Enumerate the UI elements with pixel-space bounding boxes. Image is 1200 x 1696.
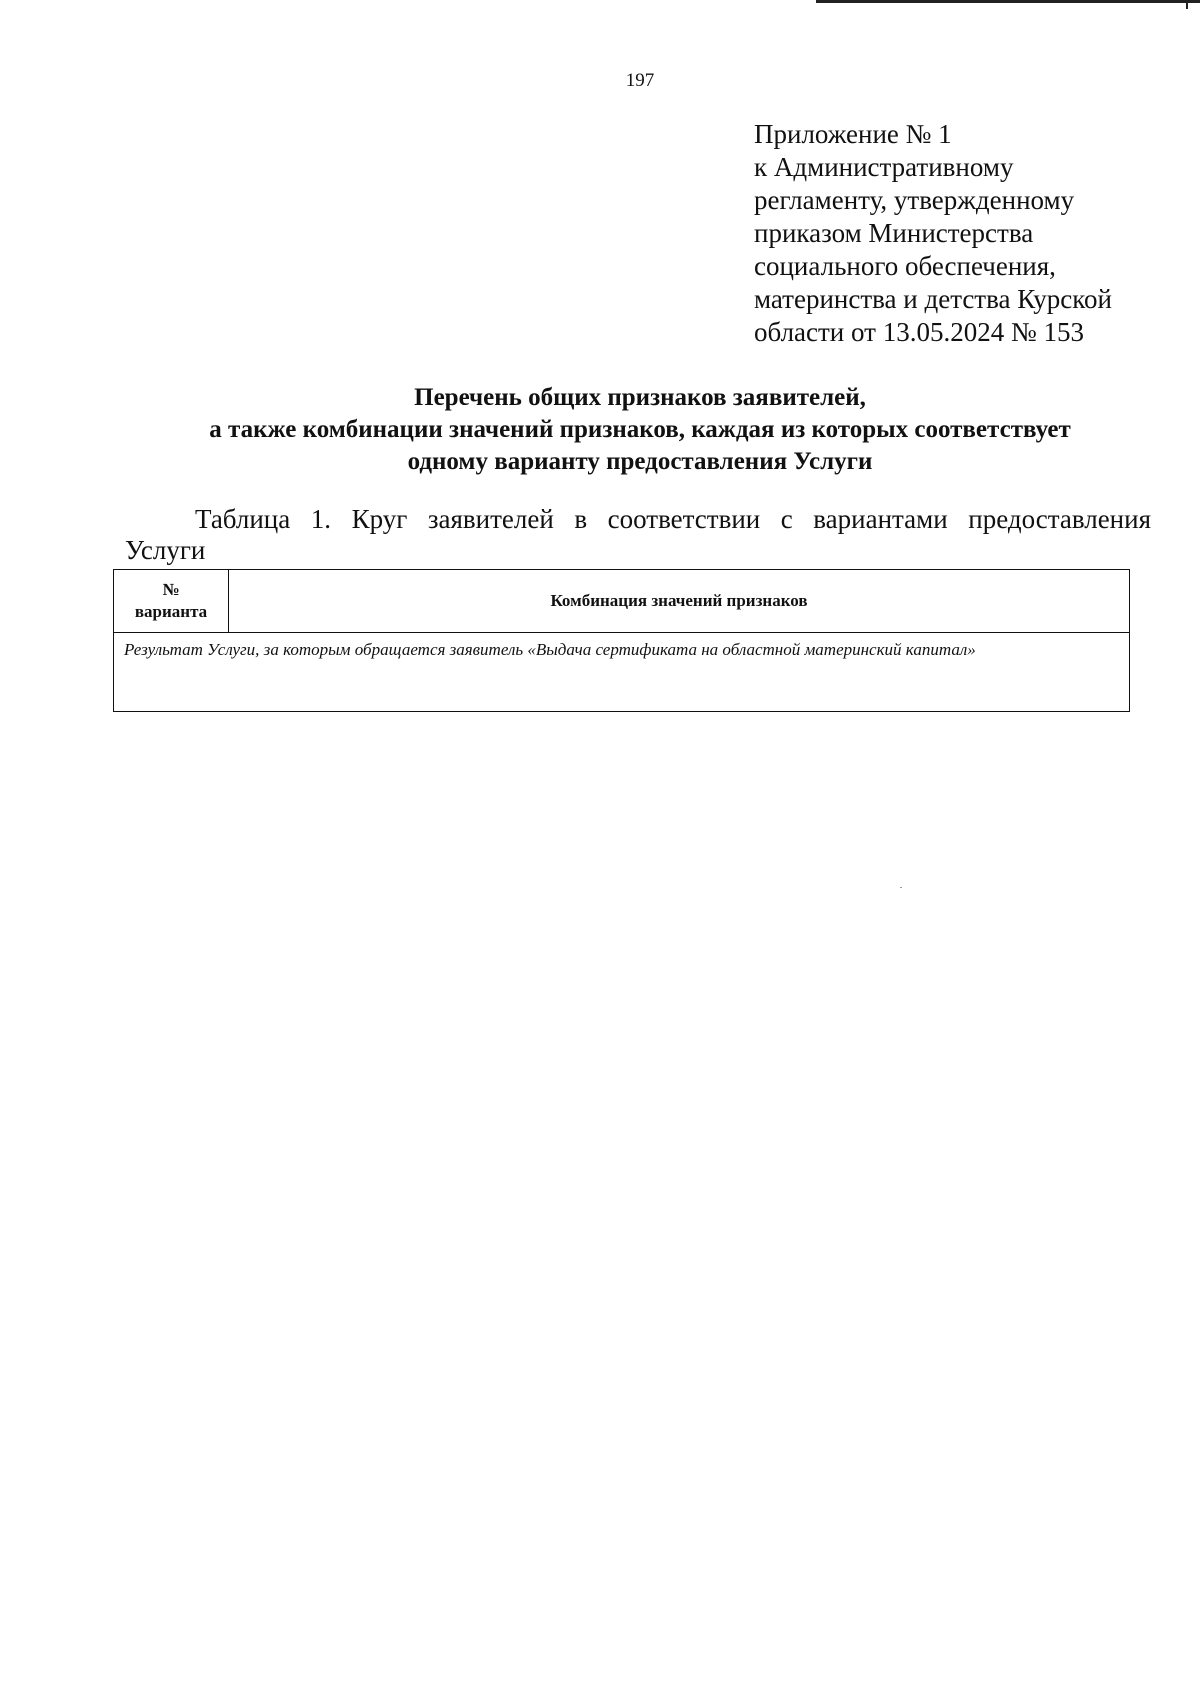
header-variant-number	[114, 570, 229, 633]
table-caption-line1: Таблица 1. Круг заявителей в соответствии с вариантами предоставления	[195, 504, 1151, 534]
result-cell: Результат Услуги, за которым обращается заявитель «Выдача сертификата на областной материнский капитал»	[114, 633, 1130, 712]
appendix-line: к Административному	[754, 152, 1014, 182]
appendix-block	[754, 118, 1194, 349]
title-line: Перечень общих признаков заявителей,	[414, 384, 866, 411]
header-combination: Комбинация значений признаков	[229, 570, 1130, 633]
top-scan-rule-tick	[1186, 0, 1188, 9]
appendix-line: области от 13.05.2024 № 153	[754, 317, 1084, 347]
document-title	[110, 382, 1170, 478]
header-num-label: варианта	[134, 602, 208, 621]
title-line: одному варианту предоставления Услуги	[407, 448, 873, 475]
appendix-line: регламенту, утвержденному	[754, 185, 1075, 215]
title-line: а также комбинации значений признаков, каждая из которых соответствует	[209, 416, 1071, 443]
header-num-symbol: №	[162, 580, 180, 599]
appendix-line: социального обеспечения,	[754, 251, 1056, 281]
appendix-line: материнства и детства Курской	[754, 284, 1112, 314]
table-caption-line2: Услуги	[125, 535, 206, 565]
table-caption	[125, 504, 1151, 566]
appendix-line: Приложение № 1	[754, 119, 952, 149]
table-row	[114, 633, 1130, 712]
top-scan-rule	[816, 0, 1200, 3]
table-header-row	[114, 570, 1130, 633]
scan-speck	[900, 887, 902, 888]
appendix-line: приказом Министерства	[754, 218, 1034, 248]
page-number: 197	[625, 70, 655, 91]
variants-table	[113, 569, 1130, 712]
